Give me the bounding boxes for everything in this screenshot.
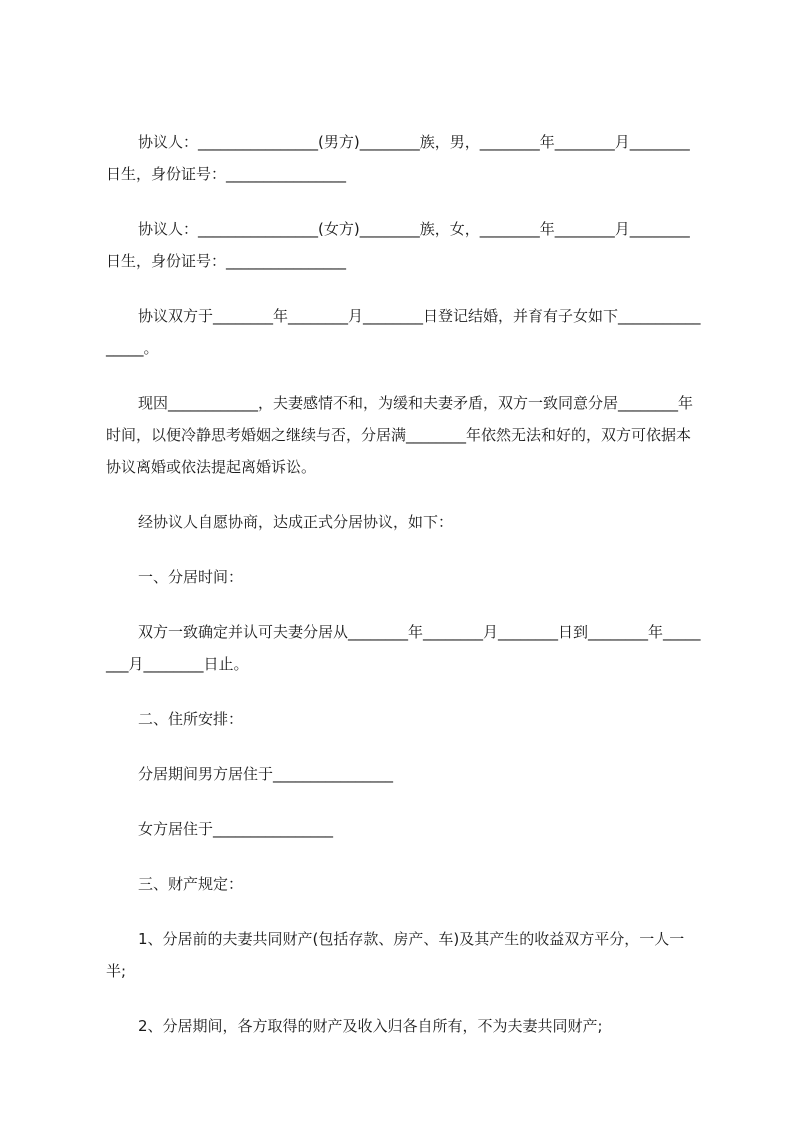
separation-reason-paragraph: 现因____________，夫妻感情不和，为缓和夫妻矛盾，双方一致同意分居________年时间，以便冷静思考婚姻之继续与否，分居满________年依然无法和好的，双方可依据本协议离婚或依法提起离婚诉讼。 [106,394,694,476]
section-heading-property: 三、财产规定： [138,875,244,893]
party-male-paragraph: 协议人：________________(男方)________族，男，________年________月________日生，身份证号：________________ [106,133,690,183]
property-clause-1: 1、分居前的夫妻共同财产(包括存款、房产、车)及其产生的收益双方平分，一人一半; [106,930,685,980]
separation-period-paragraph: 双方一致确定并认可夫妻分居从________年________月________日到________年________月________日止。 [106,623,701,673]
male-residence-paragraph: 分居期间男方居住于________________ [138,765,394,783]
section-heading-separation-time: 一、分居时间： [138,568,244,586]
document-body [106,126,702,1065]
section-heading-residence: 二、住所安排： [138,710,244,728]
party-female-paragraph: 协议人：________________(女方)________族，女，________年________月________日生，身份证号：________________ [106,220,690,270]
female-residence-paragraph: 女方居住于________________ [138,820,334,838]
marriage-info-paragraph: 协议双方于________年________月________日登记结婚，并育有子女如下________________。 [106,307,701,357]
agreement-intro-paragraph: 经协议人自愿协商，达成正式分居协议，如下： [138,513,454,531]
property-clause-2: 2、分居期间，各方取得的财产及收入归各自所有，不为夫妻共同财产; [138,1017,603,1035]
